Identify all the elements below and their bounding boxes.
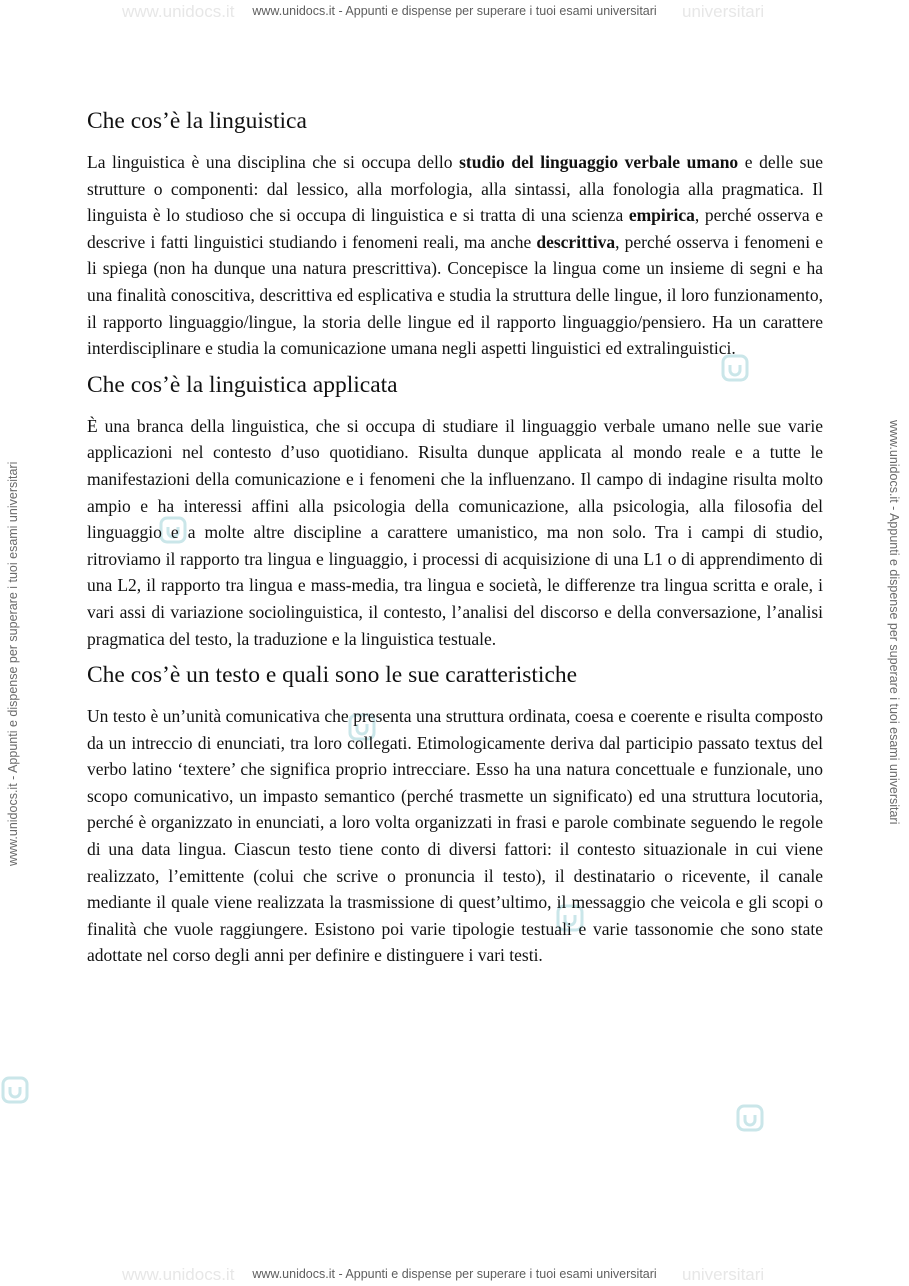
unidocs-logo-icon — [735, 1103, 765, 1133]
text-run: È una branca della linguistica, che si occupa di studiare il linguaggio verbale umano nelle sue varie applicazioni nel contesto d’uso quotidiano. Risulta dunque applicata al mondo reale e a tutte le manifestazioni della comunicazione e i fenomeni che la influenzano. Il campo di indagine risulta molto ampio e ha interessi affini alla psicologia della comunicazione, alla psicologia, alla filosofia del linguaggio e a molte altre discipline a carattere umanistico, ma non solo. Tra i campi di studio, ritroviamo il rapporto tra lingua e linguaggio, i processi di acquisizione di una L1 o di apprendimento di una L2, il rapporto tra lingua e mass-media, tra lingua e società, le differenze tra lingua scritta e orale, i vari assi di variazione sociolinguistica, il contesto, l’analisi del discorso e della conversazione, l’analisi pragmatica del testo, la traduzione e la linguistica testuale. — [87, 415, 823, 649]
ghost-watermark-top-right: universitari — [682, 2, 765, 21]
footer-watermark: www.unidocs.it - Appunti e dispense per superare i tuoi esami universitari — [252, 1267, 657, 1281]
text-run: e delle sue strutture o componenti: dal lessico, alla morfologia, alla sintassi, alla fonologia alla pragmatica. Il linguista è lo studioso che si occupa di linguistica e si tratta di una scienza — [87, 152, 823, 226]
right-side-watermark: www.unidocs.it - Appunti e dispense per superare i tuoi esami universitari — [887, 420, 901, 825]
section-heading: Che cos’è la linguistica — [87, 108, 307, 134]
bold-term: empirica — [628, 205, 695, 226]
text-run: , perché osserva e descrive i fatti linguistici studiando i fenomeni reali, ma anche — [87, 205, 823, 252]
section-paragraph — [87, 413, 823, 652]
ghost-watermark-top-left: www.unidocs.it — [122, 2, 235, 21]
unidocs-logo-icon — [0, 1075, 30, 1105]
ghost-watermark-bottom-right: universitari — [682, 1265, 765, 1284]
left-side-watermark: www.unidocs.it - Appunti e dispense per superare i tuoi esami universitari — [6, 461, 20, 866]
header-watermark: www.unidocs.it - Appunti e dispense per superare i tuoi esami universitari — [252, 4, 657, 18]
text-run: La linguistica è una disciplina che si occupa dello — [87, 152, 460, 172]
ghost-watermark-bottom-left: www.unidocs.it — [122, 1265, 235, 1284]
section-paragraph — [87, 703, 823, 969]
section-paragraph — [87, 149, 823, 362]
document-body — [87, 104, 823, 975]
bold-term: descrittiva — [536, 231, 616, 252]
text-run: Un testo è un’unità comunicativa che presenta una struttura ordinata, coesa e coerente e risulta composto da un intreccio di enunciati, tra loro collegati. Etimologicamente deriva dal participio passato textus del verbo latino ‘textere’ che significa proprio intrecciare. Esso ha una natura concettuale e funzionale, uno scopo comunicativo, un impasto semantico (perché trasmette un significato) ed una struttura locutoria, perché è organizzato in enunciati, a loro volta organizzati in frasi e parole combinate seguendo le regole di una data lingua. Ciascun testo tiene conto di diversi fattori: il contesto situazionale in cui viene realizzato, l’emittente (colui che scrive o pronuncia il testo), il destinatario o ricevente, il canale mediante il quale viene realizzata la trasmissione di quest’ultimo, il messaggio che veicola e gli scopi o finalità che vuole raggiungere. Esistono poi varie tipologie testuali e varie tassonomie che sono state adottate nel corso degli anni per definire e distinguere i vari testi. — [87, 706, 823, 966]
text-run: , perché osserva i fenomeni e li spiega (non ha dunque una natura prescrittiva). Concepisce la lingua come un insieme di segni e ha una finalità conoscitiva, descrittiva ed esplicativa e studia la struttura delle lingue, il loro funzionamento, il rapporto linguaggio/lingue, la storia delle lingue ed il rapporto linguaggio/pensiero. Ha un carattere interdisciplinare e studia la comunicazione umana negli aspetti linguistici ed extralinguistici. — [87, 231, 823, 359]
section-heading: Che cos’è la linguistica applicata — [87, 371, 398, 398]
section-heading: Che cos’è un testo e quali sono le sue caratteristiche — [87, 662, 578, 689]
bold-term: studio del linguaggio verbale umano — [459, 152, 739, 172]
